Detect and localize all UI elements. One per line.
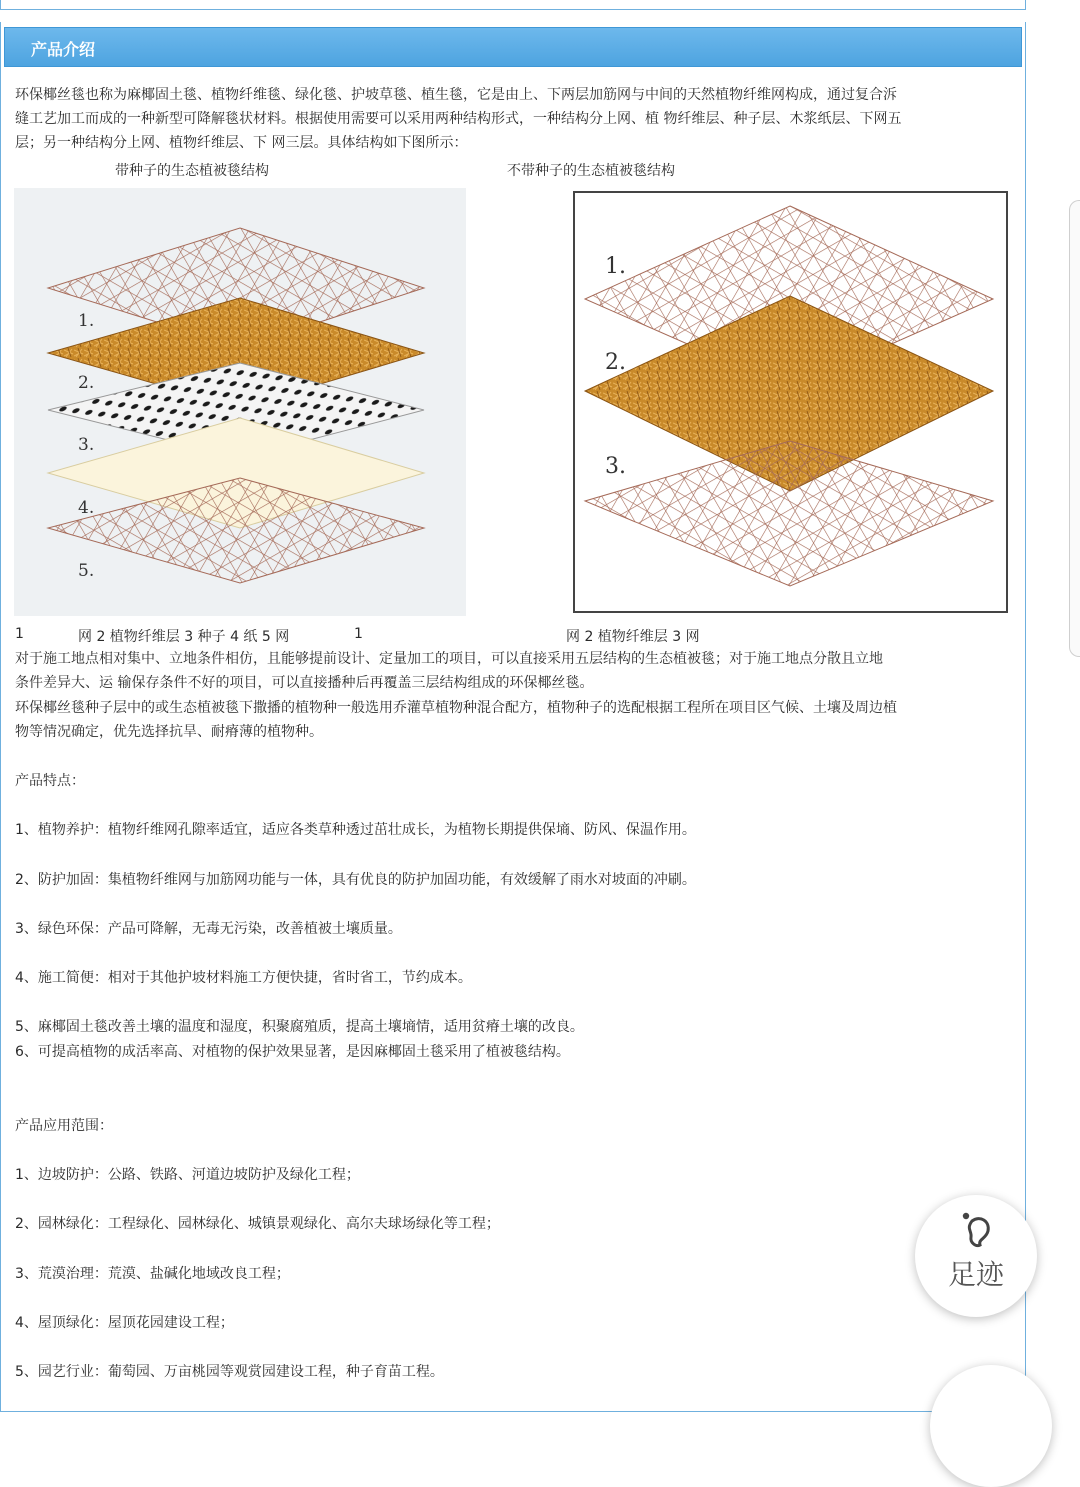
footprint-button[interactable]: [915, 1195, 1037, 1317]
left-figure-caption: 带种子的生态植被毯结构: [115, 163, 269, 179]
footprint-label: 足迹: [947, 1258, 1004, 1291]
body-line: 对于施工地点相对集中、立地条件相仿，且能够提前设计、定量加工的项目，可以直接采用五层结构的生态植被毯；对于施工地点分散且立地: [15, 651, 883, 667]
layer-label: 2.: [605, 350, 626, 375]
feature-item: 3、绿色环保：产品可降解，无毒无污染，改善植被土壤质量。: [15, 921, 402, 937]
feature-item: 2、防护加固：集植物纤维网与加筋网功能与一体，具有优良的防护加固功能，有效缓解了雨水对坡面的冲刷。: [15, 872, 696, 888]
body-line: 环保椰丝毯种子层中的或生态植被毯下撒播的植物种一般选用乔灌草植物种混合配方，植物种子的选配根据工程所在项目区气候、土壤及周边植: [15, 700, 897, 716]
layer-label: 1.: [605, 254, 626, 279]
features-heading: 产品特点：: [15, 773, 85, 789]
intro-line: 层；另一种结构分上网、植物纤维层、下 网三层。具体结构如下图所示：: [15, 135, 468, 151]
footprint-icon: [958, 1209, 996, 1249]
right-legend-number: 1: [354, 626, 363, 642]
feature-item: 1、植物养护：植物纤维网孔隙率适宜，适应各类草种透过茁壮成长，为植物长期提供保墒、防风、保温作用。: [15, 822, 696, 838]
layer-label: 3.: [605, 454, 626, 479]
layer-label: 2.: [78, 373, 95, 393]
application-item: 1、边坡防护：公路、铁路、河道边坡防护及绿化工程；: [15, 1167, 360, 1183]
layer-label: 5.: [78, 561, 95, 581]
section-header: [4, 27, 1022, 67]
five-layer-structure-figure: [14, 188, 466, 616]
left-legend: 网 2 植物纤维层 3 种子 4 纸 5 网: [78, 629, 290, 645]
left-legend-number: 1: [15, 626, 24, 642]
floating-button-partial[interactable]: [930, 1365, 1052, 1487]
layer-label: 1.: [78, 311, 95, 331]
right-figure-caption: 不带种子的生态植被毯结构: [507, 163, 675, 179]
intro-line: 缝工艺加工而成的一种新型可降解毯状材料。根据使用需要可以采用两种结构形式，一种结构分上网、植 物纤维层、种子层、木浆纸层、下网五: [15, 111, 902, 127]
application-item: 3、荒漠治理：荒漠、盐碱化地域改良工程；: [15, 1266, 290, 1282]
scrollbar[interactable]: [1069, 200, 1080, 657]
applications-heading: 产品应用范围：: [15, 1118, 113, 1134]
body-line: 条件差异大、运 输保存条件不好的项目，可以直接播种后再覆盖三层结构组成的环保椰丝毯。: [15, 675, 594, 691]
three-layer-structure-figure: [573, 191, 1008, 613]
previous-panel-border: [0, 0, 1026, 10]
application-item: 2、园林绿化：工程绿化、园林绿化、城镇景观绿化、高尔夫球场绿化等工程；: [15, 1216, 500, 1232]
application-item: 5、园艺行业：葡萄园、万亩桃园等观赏园建设工程，种子育苗工程。: [15, 1364, 444, 1380]
right-legend: 网 2 植物纤维层 3 网: [566, 629, 700, 645]
layer-label: 3.: [78, 435, 95, 455]
feature-item: 6、可提高植物的成活率高、对植物的保护效果显著，是因麻椰固土毯采用了植被毯结构。: [15, 1044, 570, 1060]
feature-item: 4、施工简便：相对于其他护坡材料施工方便快捷，省时省工，节约成本。: [15, 970, 472, 986]
intro-line: 环保椰丝毯也称为麻椰固土毯、植物纤维毯、绿化毯、护坡草毯、植生毯，它是由上、下两层加筋网与中间的天然植物纤维网构成，通过复合泝: [15, 87, 897, 103]
section-title: 产品介绍: [31, 40, 96, 59]
application-item: 4、屋顶绿化：屋顶花园建设工程；: [15, 1315, 234, 1331]
layer-label: 4.: [78, 498, 95, 518]
feature-item: 5、麻椰固土毯改善土壤的温度和湿度，积聚腐殖质，提高土壤墒情，适用贫瘠土壤的改良。: [15, 1019, 584, 1035]
body-line: 物等情况确定，优先选择抗旱、耐瘠薄的植物种。: [15, 724, 323, 740]
